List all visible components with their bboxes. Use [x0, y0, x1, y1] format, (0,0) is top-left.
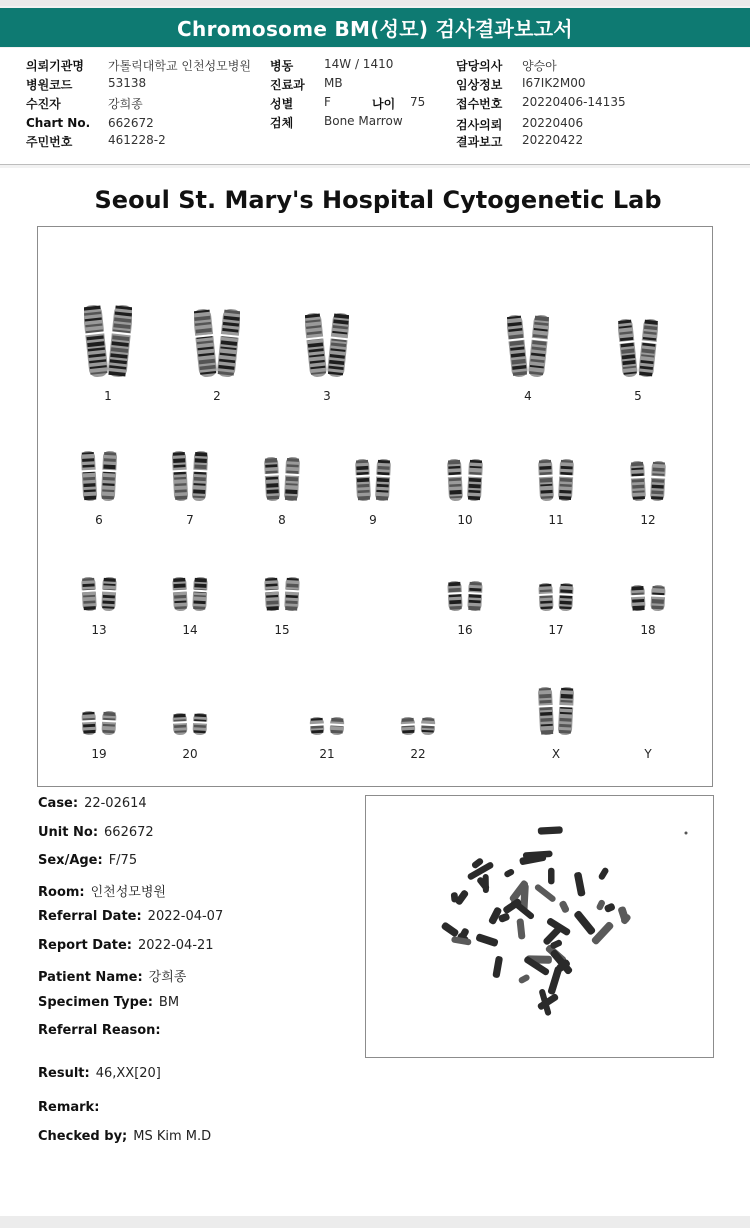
info-value-requesting-institution: 가톨릭대학교 인천성모병원 [108, 59, 251, 73]
metaphase-chromosome [596, 899, 606, 911]
metaphase-spread-image [366, 796, 713, 1057]
info-value-physician: 양승아 [522, 59, 557, 73]
info-value-ward: 14W / 1410 [324, 57, 394, 71]
chromosome-pair-16 [446, 579, 484, 613]
field-value: 2022-04-21 [138, 938, 214, 953]
chromosome-label-1: 1 [104, 389, 112, 403]
chromosome-label-19: 19 [91, 747, 107, 761]
chromosome-label-2: 2 [213, 389, 221, 403]
chromosome-pair-13 [80, 575, 118, 613]
info-value-report-date: 20220422 [522, 133, 584, 147]
info-value-hospital-code: 53138 [108, 76, 147, 90]
report-header [0, 8, 750, 47]
field-specimen-type [38, 995, 179, 1010]
info-value-department: MB [324, 76, 343, 90]
chromosome-pair-12 [629, 459, 667, 503]
info-value-specimen: Bone Marrow [324, 114, 403, 128]
chromosome-pair-6 [80, 449, 118, 503]
chromosome-label-22: 22 [410, 747, 426, 761]
chromosome-label-3: 3 [323, 389, 331, 403]
chromosome-label-15: 15 [274, 623, 290, 637]
chromosome-label-7: 7 [186, 513, 194, 527]
chromosome-label-x: X [551, 747, 561, 761]
metaphase-chromosome [475, 933, 499, 947]
chromosome-pair-4 [507, 313, 549, 379]
field-report-date [38, 938, 214, 953]
info-label-report-date: 결과보고 [456, 135, 503, 149]
field-value: 2022-04-07 [147, 909, 224, 924]
chromosome-label-11: 11 [548, 513, 564, 527]
field-patient-name [38, 966, 186, 985]
info-label-resident-no: 주민번호 [26, 135, 73, 149]
chromosome-pair-21 [308, 715, 346, 737]
info-label-request-date: 검사의뢰 [456, 118, 503, 132]
chromosome-pair-17 [537, 581, 575, 613]
metaphase-speck [685, 832, 688, 835]
chromosome-label-13: 13 [91, 623, 107, 637]
field-value: 662672 [104, 825, 154, 840]
field-remark [38, 1100, 105, 1115]
chromosome-label-6: 6 [95, 513, 103, 527]
field-room [38, 881, 166, 900]
chromosome-pair-2 [194, 307, 240, 379]
field-label: Specimen Type: [38, 995, 153, 1010]
field-label: Sex/Age: [38, 853, 103, 868]
chromosome-label-9: 9 [369, 513, 377, 527]
info-label-chart-no: Chart No. [26, 116, 91, 130]
info-label-clinical-info: 임상정보 [456, 78, 503, 92]
report-sheet [0, 168, 750, 1216]
info-value-receipt-no: 20220406-14135 [522, 95, 626, 109]
chromosome-label-17: 17 [548, 623, 564, 637]
field-case [38, 796, 147, 811]
metaphase-panel [365, 795, 714, 1058]
field-label: Referral Reason: [38, 1023, 161, 1038]
chromosome-pair-20 [171, 711, 209, 737]
chromosome-label-10: 10 [457, 513, 473, 527]
report-title: Chromosome BM(성모) 검사결과보고서 [177, 17, 573, 41]
chromosome-label-21: 21 [319, 747, 335, 761]
metaphase-chromosome [598, 867, 610, 881]
field-unit-no [38, 825, 154, 840]
chromosome-label-y: Y [644, 747, 652, 761]
info-label-department: 진료과 [270, 78, 305, 92]
metaphase-chromosome [548, 868, 554, 885]
chromosome-pair-19 [80, 709, 118, 737]
metaphase-chromosome [558, 900, 570, 914]
field-value: 강희종 [148, 970, 187, 985]
field-referral-reason [38, 1023, 167, 1038]
chromosome-pair-8 [263, 455, 301, 503]
info-label-sex: 성별 [270, 97, 294, 111]
metaphase-chromosome [451, 892, 459, 903]
metaphase-chromosome [516, 918, 525, 939]
info-label-patient: 수진자 [26, 97, 61, 111]
chromosome-pair-3 [305, 311, 349, 379]
field-result [38, 1066, 161, 1081]
top-strip [0, 0, 750, 6]
chromosome-label-20: 20 [182, 747, 198, 761]
info-value-chart-no: 662672 [108, 116, 154, 130]
info-label-age: 나이 [372, 97, 396, 111]
chromosome-pair-11 [537, 457, 575, 503]
field-referral-date [38, 909, 223, 924]
chromosome-pair-7 [171, 449, 209, 503]
field-label: Result: [38, 1066, 90, 1081]
chromosome-pair-22 [399, 715, 437, 737]
metaphase-chromosome [503, 868, 515, 878]
metaphase-chromosome [573, 910, 596, 936]
bottom-strip [0, 1216, 750, 1228]
chromosome-pair-18 [629, 583, 667, 613]
metaphase-chromosome [538, 826, 563, 835]
chromosome-pair-15 [263, 575, 301, 613]
metaphase-chromosome [440, 921, 459, 938]
chromosome-label-18: 18 [640, 623, 656, 637]
field-value: 인천성모병원 [90, 885, 166, 900]
info-value-sex: F [324, 95, 331, 109]
info-label-ward: 병동 [270, 59, 294, 73]
chromosome-pair-10 [446, 457, 484, 503]
info-label-receipt-no: 접수번호 [456, 97, 503, 111]
field-value: BM [158, 995, 180, 1010]
chromosome-label-8: 8 [278, 513, 286, 527]
field-label: Referral Date: [38, 909, 142, 924]
info-label-requesting-institution: 의뢰기관명 [26, 59, 84, 73]
field-value: F/75 [108, 853, 138, 868]
field-label: Remark: [38, 1100, 100, 1115]
field-label: Case: [38, 796, 79, 811]
karyogram-panel [37, 226, 713, 787]
info-value-age: 75 [410, 95, 426, 109]
metaphase-chromosome [492, 956, 503, 979]
metaphase-chromosome [574, 872, 586, 897]
field-value: 46,XX[20] [95, 1066, 161, 1081]
metaphase-chromosome [518, 973, 531, 984]
info-label-specimen: 검체 [270, 116, 294, 130]
field-value: 22-02614 [84, 796, 147, 811]
metaphase-chromosome [604, 902, 616, 913]
lab-title: Seoul St. Mary's Hospital Cytogenetic Lab [94, 186, 662, 214]
chromosome-label-12: 12 [640, 513, 656, 527]
info-value-clinical-info: I67IK2M00 [522, 76, 586, 90]
chromosome-label-4: 4 [524, 389, 532, 403]
field-label: Report Date: [38, 938, 133, 953]
metaphase-chromosome [591, 921, 615, 946]
chromosome-pair-1 [84, 303, 132, 379]
info-value-resident-no: 461228-2 [108, 133, 166, 147]
field-checked-by [38, 1129, 211, 1144]
field-label: Patient Name: [38, 970, 143, 985]
field-label: Checked by; [38, 1129, 128, 1144]
info-label-physician: 담당의사 [456, 59, 503, 73]
chromosome-label-5: 5 [634, 389, 642, 403]
chromosome-pair-5 [618, 317, 658, 379]
info-value-patient: 강희종 [108, 97, 143, 111]
field-value: MS Kim M.D [133, 1129, 212, 1144]
chromosome-label-14: 14 [182, 623, 198, 637]
field-sex-age [38, 853, 137, 868]
metaphase-chromosome [534, 883, 557, 903]
chromosome-label-16: 16 [457, 623, 473, 637]
chromosome-pair-14 [171, 575, 209, 613]
info-value-request-date: 20220406 [522, 116, 584, 130]
field-label: Room: [38, 885, 85, 900]
info-label-hospital-code: 병원코드 [26, 78, 73, 92]
field-label: Unit No: [38, 825, 99, 840]
chromosome-pair-9 [354, 457, 392, 503]
patient-info-panel [0, 48, 750, 165]
chromosome-pair-x [537, 685, 575, 737]
